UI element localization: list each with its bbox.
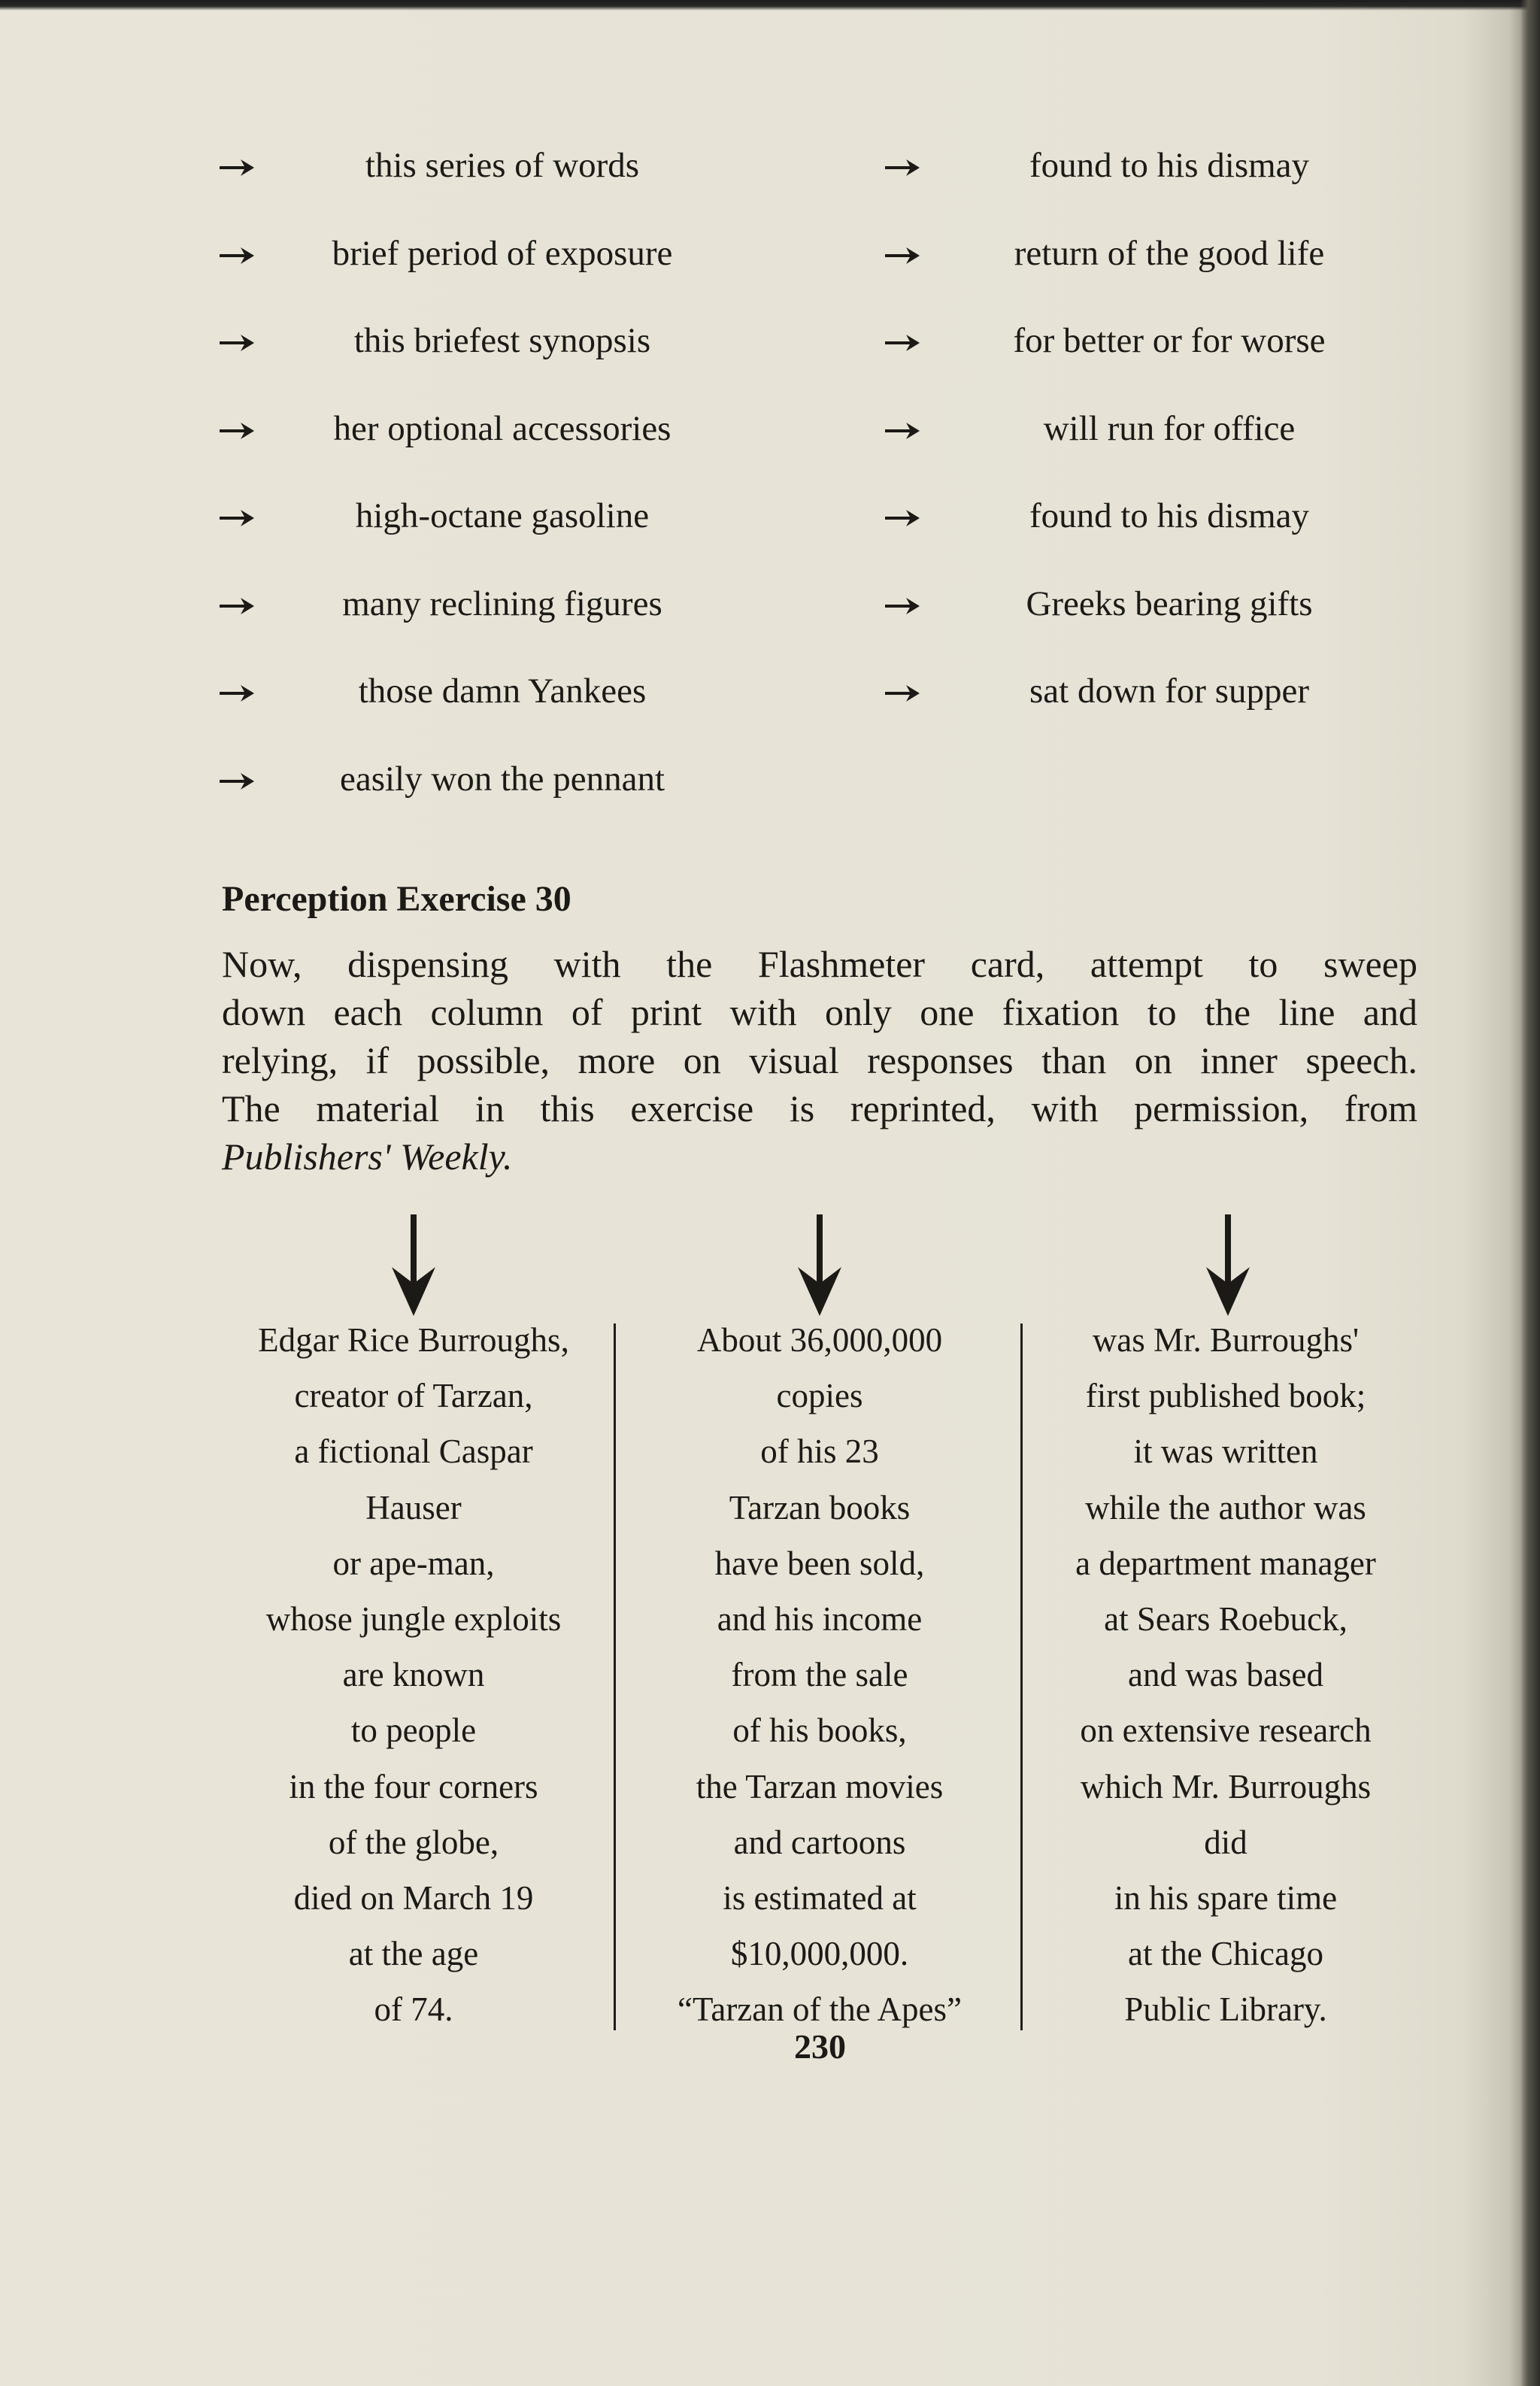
phrase-item: high-octane gasoline <box>355 496 650 535</box>
column-line: in the four corners <box>289 1767 538 1805</box>
right-arrow-icon <box>884 156 921 179</box>
column-line: and cartoons <box>733 1823 906 1861</box>
column-line: Public Library. <box>1124 1990 1327 2029</box>
instruction-line: relying, if possible, more on visual responses than on inner speech. <box>222 1039 1417 1081</box>
column-line: Tarzan books <box>729 1488 911 1526</box>
column-line: Hauser <box>365 1488 462 1526</box>
right-arrow-icon <box>884 507 921 529</box>
book-spine-shadow <box>1520 0 1540 2386</box>
column-line: first published book; <box>1085 1377 1366 1415</box>
column-line: from the sale <box>731 1656 908 1694</box>
column-line: a fictional Caspar <box>294 1433 533 1471</box>
column-line: it was written <box>1133 1433 1318 1471</box>
column-line: at the Chicago <box>1128 1935 1323 1973</box>
column-line: a department manager <box>1075 1544 1376 1582</box>
column-divider <box>614 1323 616 2030</box>
column-line: “Tarzan of the Apes” <box>678 1990 962 2029</box>
scan-top-edge <box>0 0 1540 11</box>
right-arrow-icon <box>218 770 256 793</box>
phrase-item: sat down for supper <box>1029 672 1309 711</box>
instruction-line: down each column of print with only one fixation to the line and <box>222 991 1417 1033</box>
text-column-2 <box>624 1312 1015 2037</box>
phrase-item: found to his dismay <box>1029 146 1310 185</box>
right-arrow-icon <box>884 420 921 442</box>
column-line: is estimated at <box>723 1878 917 1917</box>
column-line: of 74. <box>374 1990 453 2029</box>
phrase-item: many reclining figures <box>342 584 662 623</box>
column-line: have been sold, <box>714 1544 925 1582</box>
column-line: to people <box>350 1711 477 1750</box>
column-line: are known <box>342 1656 485 1694</box>
phrase-item: Greeks bearing gifts <box>1026 584 1313 623</box>
column-line: whose jungle exploits <box>265 1599 562 1638</box>
column-line: did <box>1204 1823 1247 1861</box>
right-arrow-icon <box>218 507 256 529</box>
source-title: Publishers' Weekly. <box>222 1135 513 1178</box>
phrase-item: brief period of exposure <box>332 233 673 273</box>
column-line: Edgar Rice Burroughs, <box>258 1321 569 1359</box>
instruction-line: The material in this exercise is reprinted, with permission, from <box>222 1087 1417 1129</box>
phrase-item: this briefest synopsis <box>353 321 651 360</box>
down-arrow-icon <box>1202 1214 1254 1316</box>
down-arrow-icon <box>793 1214 846 1316</box>
column-line: and his income <box>717 1599 923 1638</box>
column-line: died on March 19 <box>293 1878 534 1917</box>
text-column-1 <box>218 1312 609 2037</box>
phrase-item: this series of words <box>365 146 640 185</box>
column-line: $10,000,000. <box>730 1935 909 1973</box>
column-line: of the globe, <box>328 1823 499 1861</box>
right-arrow-icon <box>884 332 921 354</box>
phrase-item: her optional accessories <box>333 408 671 448</box>
right-arrow-icon <box>884 595 921 617</box>
down-arrow-icon <box>387 1214 440 1316</box>
column-line: of his 23 <box>760 1433 879 1471</box>
column-line: at the age <box>348 1935 479 1973</box>
right-arrow-icon <box>884 244 921 267</box>
right-arrow-icon <box>218 682 256 705</box>
right-arrow-icon <box>218 595 256 617</box>
text-column-3 <box>1030 1312 1421 2037</box>
page-number: 230 <box>794 2027 846 2066</box>
column-line: at Sears Roebuck, <box>1104 1599 1348 1638</box>
column-line: About 36,000,000 <box>696 1321 943 1359</box>
column-line: copies <box>776 1377 863 1415</box>
right-arrow-icon <box>218 244 256 267</box>
exercise-heading: Perception Exercise 30 <box>222 879 571 919</box>
column-line: while the author was <box>1085 1488 1366 1526</box>
right-arrow-icon <box>218 420 256 442</box>
column-line: which Mr. Burroughs <box>1080 1767 1372 1805</box>
column-line: and was based <box>1128 1656 1323 1694</box>
right-arrow-icon <box>218 156 256 179</box>
column-line: creator of Tarzan, <box>294 1377 533 1415</box>
column-line: in his spare time <box>1114 1878 1338 1917</box>
phrase-item: found to his dismay <box>1029 496 1310 535</box>
instruction-line: Now, dispensing with the Flashmeter card, attempt to sweep <box>222 943 1417 985</box>
column-line: or ape-man, <box>332 1544 495 1582</box>
phrase-item: those damn Yankees <box>358 672 647 711</box>
column-line: the Tarzan movies <box>696 1767 944 1805</box>
column-line: on extensive research <box>1080 1711 1372 1750</box>
right-arrow-icon <box>218 332 256 354</box>
exercise-instructions <box>222 940 1417 1181</box>
phrase-item: easily won the pennant <box>339 759 665 799</box>
column-divider <box>1020 1323 1023 2030</box>
phrase-item: for better or for worse <box>1013 321 1326 360</box>
phrase-item: will run for office <box>1043 408 1296 448</box>
column-line: was Mr. Burroughs' <box>1092 1321 1360 1359</box>
right-arrow-icon <box>884 682 921 705</box>
phrase-item: return of the good life <box>1014 233 1325 273</box>
column-line: of his books, <box>732 1711 907 1750</box>
